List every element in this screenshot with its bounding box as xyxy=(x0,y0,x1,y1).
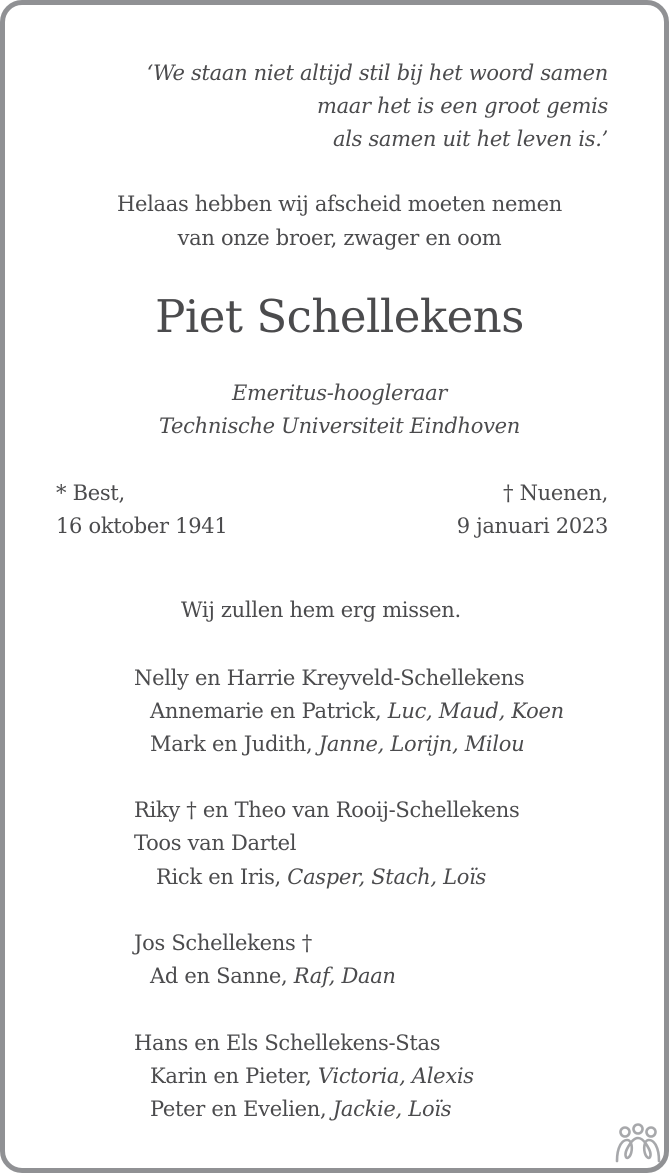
intro-line-2: van onze broer, zwager en oom xyxy=(177,226,502,250)
child-names: Annemarie en Patrick, xyxy=(150,699,388,723)
family-head-2: Toos van Dartel xyxy=(134,831,297,855)
family-head: Riky † en Theo van Rooij-Schellekens xyxy=(134,798,520,822)
family-child-line xyxy=(150,959,396,993)
grandchildren-names: Raf, Daan xyxy=(293,964,396,988)
child-names: Karin en Pieter, xyxy=(150,1064,318,1088)
quote-line-1: ‘We staan niet altijd stil bij het woord samen xyxy=(146,61,608,85)
grandchildren-names: Luc, Maud, Koen xyxy=(387,699,564,723)
family-child-line xyxy=(150,1059,474,1093)
child-names: Mark en Judith, xyxy=(150,732,319,756)
title-line-1: Emeritus-hoogleraar xyxy=(231,381,448,405)
death-date: 9 januari 2023 xyxy=(456,514,608,538)
grandchildren-names: Victoria, Alexis xyxy=(317,1064,474,1088)
family-head: Hans en Els Schellekens-Stas xyxy=(134,1031,441,1055)
child-names: Rick en Iris, xyxy=(156,865,288,889)
grandchildren-names: Jackie, Loïs xyxy=(332,1097,452,1121)
child-names: Peter en Evelien, xyxy=(150,1097,333,1121)
intro-line-1: Helaas hebben wij afscheid moeten nemen xyxy=(116,192,563,216)
death-place: † Nuenen, xyxy=(503,481,608,505)
title-line-2: Technische Universiteit Eindhoven xyxy=(158,414,521,438)
family-head: Jos Schellekens † xyxy=(134,931,313,955)
family-head: Nelly en Harrie Kreyveld-Schellekens xyxy=(134,666,525,690)
deceased-name: Piet Schellekens xyxy=(155,290,524,343)
birth-place: * Best, xyxy=(56,481,125,505)
birth-date: 16 oktober 1941 xyxy=(56,514,228,538)
quote-line-2: maar het is een groot gemis xyxy=(316,94,608,118)
family-child-line xyxy=(150,1092,451,1126)
grandchildren-names: Casper, Stach, Loïs xyxy=(287,865,486,889)
family-child-line xyxy=(156,860,486,894)
family-child-line xyxy=(150,727,524,761)
child-names: Ad en Sanne, xyxy=(150,964,294,988)
family-people-icon xyxy=(614,1123,662,1163)
closing-line: Wij zullen hem erg missen. xyxy=(181,598,461,622)
grandchildren-names: Janne, Lorijn, Milou xyxy=(318,732,525,756)
family-child-line xyxy=(150,694,564,728)
quote-line-3: als samen uit het leven is.’ xyxy=(332,127,608,151)
